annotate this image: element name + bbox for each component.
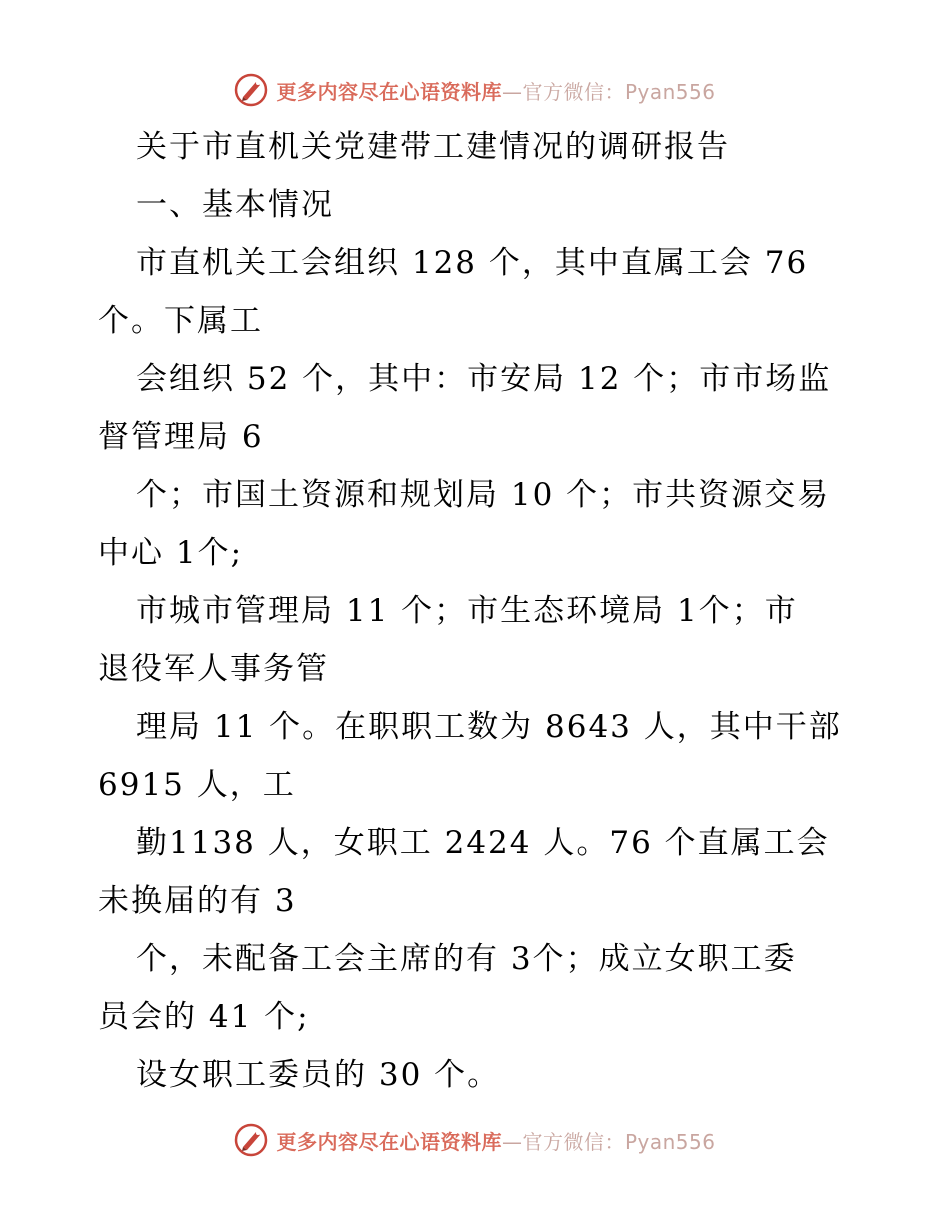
header-watermark xyxy=(0,70,950,110)
footer-watermark xyxy=(0,1120,950,1160)
pen-logo-icon xyxy=(234,73,268,107)
paragraph-line: 未换届的有 3 xyxy=(98,883,297,919)
paragraph-line: 会组织 52 个，其中：市安局 12 个；市市场监 xyxy=(136,361,832,397)
paragraph-line: 员会的 41 个; xyxy=(98,999,310,1035)
watermark-lead: 更多内容尽在心语资料库 xyxy=(276,1129,502,1154)
footer-watermark-inner xyxy=(234,1123,715,1157)
watermark-lead: 更多内容尽在心语资料库 xyxy=(276,79,502,104)
paragraph-line: 理局 11 个。在职职工数为 8643 人，其中干部 xyxy=(136,709,842,745)
paragraph-line: 市城市管理局 11 个；市生态环境局 1个；市 xyxy=(136,593,798,629)
paragraph-line: 中心 1个; xyxy=(98,535,244,571)
paragraph-line: 个。下属工 xyxy=(98,303,263,339)
paragraph-line: 退役军人事务管 xyxy=(98,651,329,687)
paragraph-line: 个，未配备工会主席的有 3个；成立女职工委 xyxy=(136,941,797,977)
document-body xyxy=(98,118,858,1104)
header-watermark-inner xyxy=(234,73,715,107)
footer-watermark-text xyxy=(276,1126,715,1155)
watermark-tail: —官方微信：Pyan556 xyxy=(501,1129,716,1154)
paragraph-line: 市直机关工会组织 128 个，其中直属工会 76 xyxy=(136,245,809,281)
document-title: 关于市直机关党建带工建情况的调研报告 xyxy=(136,129,730,165)
paragraph-line: 勤1138 人，女职工 2424 人。76 个直属工会 xyxy=(136,825,830,861)
pen-logo-icon xyxy=(234,1123,268,1157)
header-watermark-text xyxy=(276,76,715,105)
paragraph-line: 6915 人，工 xyxy=(98,767,296,803)
section-heading: 一、基本情况 xyxy=(136,187,334,223)
paragraph-line: 设女职工委员的 30 个。 xyxy=(136,1057,501,1093)
watermark-tail: —官方微信：Pyan556 xyxy=(501,79,716,104)
paragraph-line: 督管理局 6 xyxy=(98,419,264,455)
paragraph-line: 个；市国土资源和规划局 10 个；市共资源交易 xyxy=(136,477,831,513)
